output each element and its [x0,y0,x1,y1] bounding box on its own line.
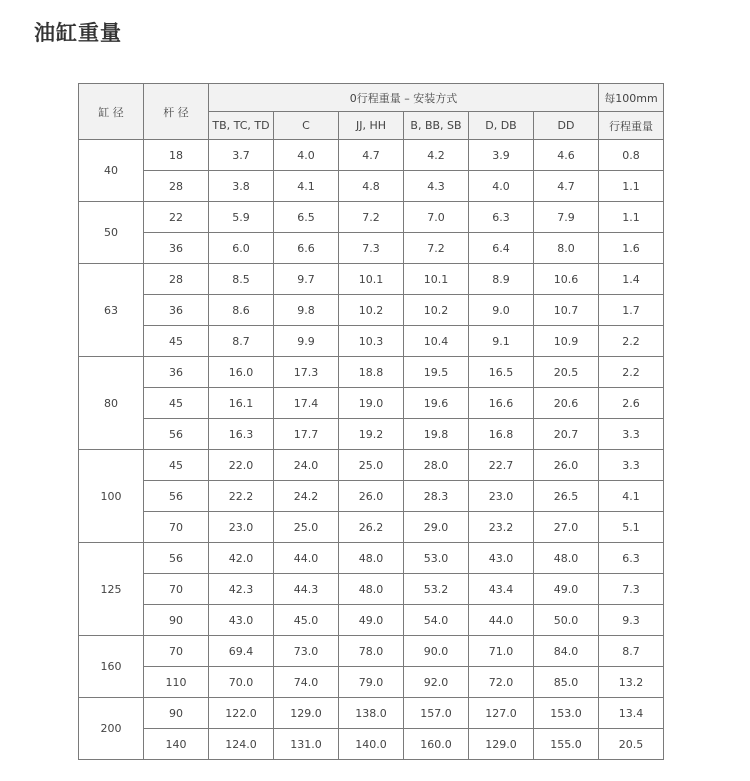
weight-cell: 16.6 [469,388,534,419]
per100-header-top: 每100mm [599,84,664,112]
weight-cell: 22.0 [209,450,274,481]
rod-cell: 56 [144,543,209,574]
weight-cell: 20.5 [534,357,599,388]
bore-cell: 200 [79,698,144,760]
table-row [79,140,664,171]
mount-type-header: DD [534,112,599,140]
weight-cell: 16.3 [209,419,274,450]
weight-cell: 44.0 [274,543,339,574]
rod-cell: 140 [144,729,209,760]
per100-cell: 1.1 [599,171,664,202]
table-body [79,140,664,760]
bore-cell: 125 [79,543,144,636]
table-row [79,636,664,667]
cylinder-weight-table [78,83,664,760]
bore-cell: 100 [79,450,144,543]
per100-cell: 5.1 [599,512,664,543]
mount-type-header: TB, TC, TD [209,112,274,140]
weight-cell: 28.0 [404,450,469,481]
table-row [79,388,664,419]
weight-cell: 10.4 [404,326,469,357]
weight-cell: 25.0 [339,450,404,481]
weight-cell: 10.1 [339,264,404,295]
weight-cell: 20.7 [534,419,599,450]
bore-cell: 80 [79,357,144,450]
weight-cell: 17.4 [274,388,339,419]
mount-type-header: C [274,112,339,140]
weight-cell: 9.1 [469,326,534,357]
per100-cell: 2.2 [599,357,664,388]
per100-cell: 1.6 [599,233,664,264]
weight-cell: 22.2 [209,481,274,512]
weight-cell: 50.0 [534,605,599,636]
weight-cell: 22.7 [469,450,534,481]
weight-cell: 53.0 [404,543,469,574]
table-row [79,202,664,233]
table-row [79,326,664,357]
weight-cell: 7.2 [404,233,469,264]
rod-cell: 28 [144,264,209,295]
weight-cell: 9.9 [274,326,339,357]
weight-cell: 6.0 [209,233,274,264]
weight-cell: 5.9 [209,202,274,233]
weight-cell: 24.0 [274,450,339,481]
per100-cell: 3.3 [599,450,664,481]
weight-cell: 44.0 [469,605,534,636]
weight-cell: 54.0 [404,605,469,636]
weight-cell: 155.0 [534,729,599,760]
table-header [79,84,664,140]
mount-type-header: JJ, HH [339,112,404,140]
weight-cell: 26.2 [339,512,404,543]
weight-cell: 16.0 [209,357,274,388]
rod-header: 杆 径 [144,84,209,140]
weight-cell: 26.0 [339,481,404,512]
weight-cell: 49.0 [339,605,404,636]
weight-cell: 43.4 [469,574,534,605]
weight-cell: 124.0 [209,729,274,760]
rod-cell: 56 [144,481,209,512]
weight-cell: 23.2 [469,512,534,543]
weight-cell: 8.9 [469,264,534,295]
weight-cell: 79.0 [339,667,404,698]
weight-cell: 9.0 [469,295,534,326]
weight-cell: 8.6 [209,295,274,326]
table-row [79,233,664,264]
rod-cell: 36 [144,295,209,326]
weight-cell: 10.6 [534,264,599,295]
rod-cell: 70 [144,574,209,605]
weight-cell: 85.0 [534,667,599,698]
rod-cell: 56 [144,419,209,450]
weight-cell: 10.9 [534,326,599,357]
weight-cell: 10.7 [534,295,599,326]
weight-cell: 8.7 [209,326,274,357]
weight-cell: 10.2 [404,295,469,326]
table-row [79,667,664,698]
rod-cell: 22 [144,202,209,233]
per100-cell: 2.2 [599,326,664,357]
weight-cell: 73.0 [274,636,339,667]
per100-cell: 13.4 [599,698,664,729]
weight-cell: 3.8 [209,171,274,202]
weight-cell: 17.7 [274,419,339,450]
weight-cell: 43.0 [469,543,534,574]
weight-cell: 131.0 [274,729,339,760]
weight-cell: 48.0 [339,574,404,605]
table-row [79,574,664,605]
per100-cell: 20.5 [599,729,664,760]
bore-cell: 160 [79,636,144,698]
weight-cell: 29.0 [404,512,469,543]
weight-cell: 4.1 [274,171,339,202]
weight-cell: 6.4 [469,233,534,264]
weight-cell: 27.0 [534,512,599,543]
per100-cell: 1.7 [599,295,664,326]
weight-cell: 42.0 [209,543,274,574]
weight-cell: 9.8 [274,295,339,326]
weight-cell: 6.5 [274,202,339,233]
weight-cell: 48.0 [339,543,404,574]
weight-cell: 72.0 [469,667,534,698]
weight-cell: 6.3 [469,202,534,233]
rod-cell: 18 [144,140,209,171]
table-row [79,543,664,574]
weight-cell: 4.2 [404,140,469,171]
weight-cell: 16.8 [469,419,534,450]
table-row [79,295,664,326]
rod-cell: 110 [144,667,209,698]
weight-cell: 127.0 [469,698,534,729]
weight-cell: 44.3 [274,574,339,605]
weight-cell: 3.9 [469,140,534,171]
rod-cell: 90 [144,605,209,636]
weight-cell: 26.5 [534,481,599,512]
bore-cell: 50 [79,202,144,264]
weight-cell: 4.8 [339,171,404,202]
per100-cell: 1.1 [599,202,664,233]
weight-cell: 8.5 [209,264,274,295]
weight-cell: 69.4 [209,636,274,667]
weight-cell: 28.3 [404,481,469,512]
weight-cell: 153.0 [534,698,599,729]
page-title: 油缸重量 [34,21,122,45]
per100-header-bottom: 行程重量 [599,112,664,140]
table-row [79,698,664,729]
weight-cell: 8.0 [534,233,599,264]
weight-cell: 19.6 [404,388,469,419]
weight-cell: 129.0 [469,729,534,760]
weight-cell: 19.8 [404,419,469,450]
weight-cell: 10.2 [339,295,404,326]
table-row [79,605,664,636]
table-row [79,171,664,202]
per100-cell: 4.1 [599,481,664,512]
rod-cell: 28 [144,171,209,202]
weight-cell: 23.0 [469,481,534,512]
weight-cell: 26.0 [534,450,599,481]
weight-cell: 7.9 [534,202,599,233]
weight-cell: 19.2 [339,419,404,450]
rod-cell: 70 [144,636,209,667]
weight-cell: 70.0 [209,667,274,698]
weight-cell: 49.0 [534,574,599,605]
bore-cell: 63 [79,264,144,357]
weight-cell: 138.0 [339,698,404,729]
weight-cell: 7.0 [404,202,469,233]
per100-cell: 8.7 [599,636,664,667]
rod-cell: 70 [144,512,209,543]
weight-cell: 4.7 [339,140,404,171]
table-row [79,357,664,388]
per100-cell: 1.4 [599,264,664,295]
weight-cell: 18.8 [339,357,404,388]
weight-cell: 7.3 [339,233,404,264]
rod-cell: 45 [144,450,209,481]
weight-cell: 4.7 [534,171,599,202]
table-row [79,729,664,760]
weight-cell: 19.5 [404,357,469,388]
weight-cell: 6.6 [274,233,339,264]
weight-cell: 3.7 [209,140,274,171]
weight-cell: 9.7 [274,264,339,295]
weight-cell: 4.6 [534,140,599,171]
weight-cell: 10.3 [339,326,404,357]
weight-cell: 16.5 [469,357,534,388]
weight-cell: 16.1 [209,388,274,419]
per100-cell: 13.2 [599,667,664,698]
table-row [79,264,664,295]
table-row [79,481,664,512]
per100-cell: 6.3 [599,543,664,574]
weight-cell: 19.0 [339,388,404,419]
weight-cell: 48.0 [534,543,599,574]
weight-cell: 42.3 [209,574,274,605]
weight-cell: 78.0 [339,636,404,667]
weight-cell: 71.0 [469,636,534,667]
table-row [79,512,664,543]
weight-cell: 10.1 [404,264,469,295]
per100-cell: 2.6 [599,388,664,419]
rod-cell: 90 [144,698,209,729]
table-row [79,450,664,481]
weight-cell: 7.2 [339,202,404,233]
weight-cell: 24.2 [274,481,339,512]
weight-cell: 43.0 [209,605,274,636]
weight-cell: 84.0 [534,636,599,667]
weight-cell: 45.0 [274,605,339,636]
weight-cell: 74.0 [274,667,339,698]
rod-cell: 45 [144,326,209,357]
mount-group-header: 0行程重量 – 安装方式 [209,84,599,112]
rod-cell: 36 [144,357,209,388]
weight-cell: 122.0 [209,698,274,729]
weight-cell: 157.0 [404,698,469,729]
weight-cell: 53.2 [404,574,469,605]
rod-cell: 36 [144,233,209,264]
weight-cell: 90.0 [404,636,469,667]
weight-cell: 140.0 [339,729,404,760]
weight-cell: 4.0 [469,171,534,202]
weight-cell: 92.0 [404,667,469,698]
bore-cell: 40 [79,140,144,202]
mount-type-header: D, DB [469,112,534,140]
per100-cell: 0.8 [599,140,664,171]
weight-cell: 20.6 [534,388,599,419]
weight-cell: 4.3 [404,171,469,202]
rod-cell: 45 [144,388,209,419]
table-row [79,419,664,450]
weight-cell: 160.0 [404,729,469,760]
weight-cell: 4.0 [274,140,339,171]
weight-cell: 17.3 [274,357,339,388]
bore-header: 缸 径 [79,84,144,140]
per100-cell: 9.3 [599,605,664,636]
per100-cell: 7.3 [599,574,664,605]
weight-cell: 25.0 [274,512,339,543]
per100-cell: 3.3 [599,419,664,450]
weight-cell: 129.0 [274,698,339,729]
mount-type-header: B, BB, SB [404,112,469,140]
weight-cell: 23.0 [209,512,274,543]
